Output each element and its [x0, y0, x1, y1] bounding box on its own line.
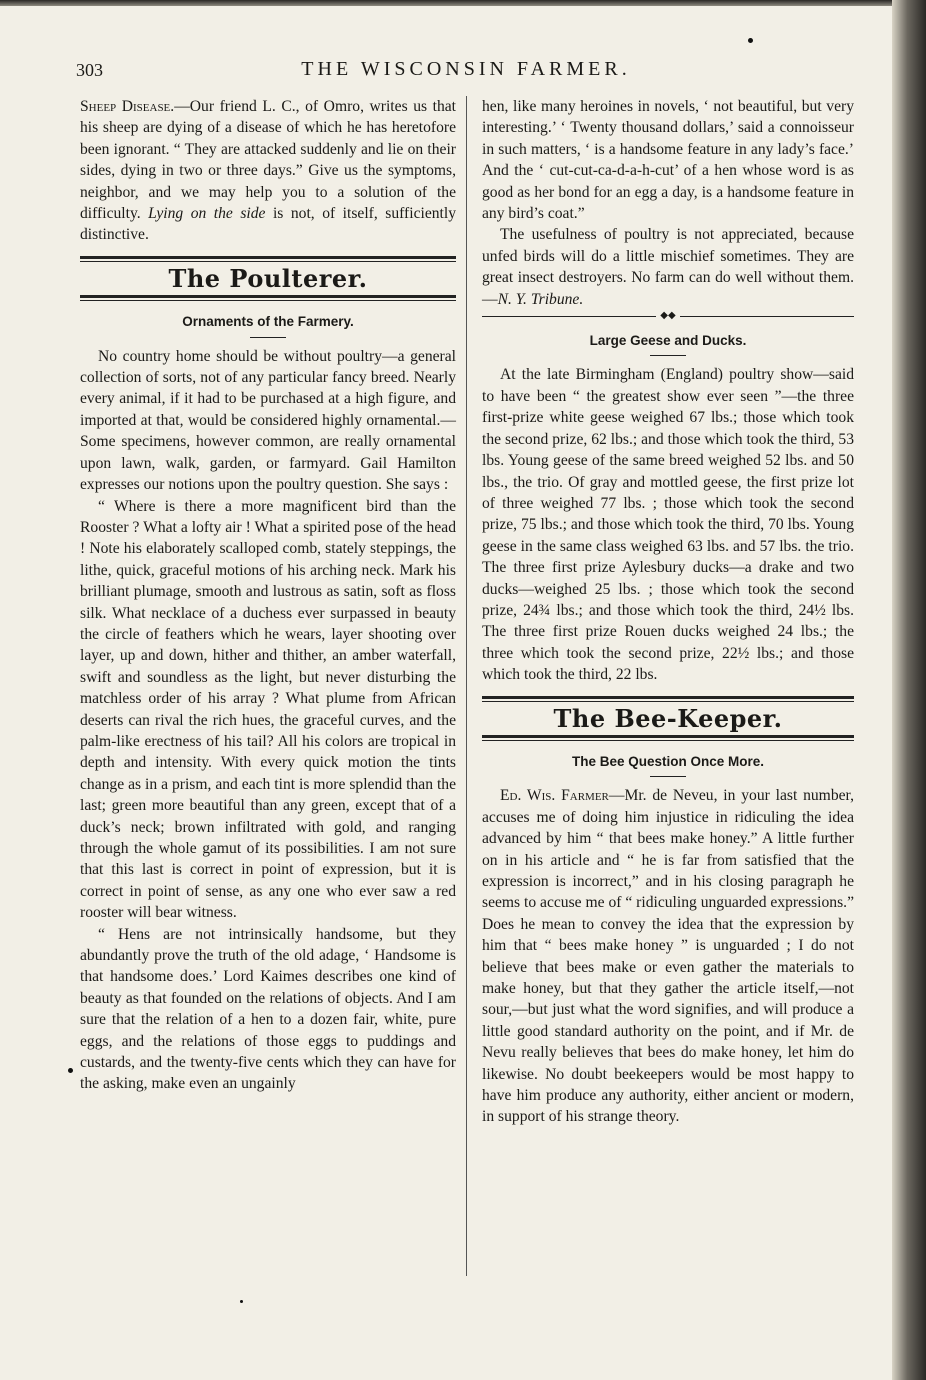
section-rule-top	[80, 256, 456, 262]
sheep-disease-text-a: —Our friend L. C., of Omro, writes us that his sheep are dying of a disease of which he has heretofore been ignorant. “ They are attacked suddenly and lie on their sides, dying in two or three days.” Give us the symptoms, neighbor, and we may help you to a solution of the difficulty.	[80, 98, 457, 223]
bee-question-lead: Ed. Wis. Farmer	[500, 787, 609, 805]
sheep-disease-lead: Sheep Disease.	[80, 98, 175, 115]
sheep-disease-paragraph	[80, 96, 456, 246]
bee-section-rule-top	[482, 696, 854, 702]
bee-keeper-section-heading: The Bee-Keeper.	[553, 703, 783, 733]
bee-question-paragraph	[482, 785, 854, 1128]
scan-top-edge	[0, 0, 892, 6]
right-column	[482, 96, 854, 1128]
bee-article-title: The Bee Question Once More.	[571, 753, 765, 769]
usefulness-text: The usefulness of poultry is not appreciated, because unfed birds will do a little mischief sometimes. They are great insect destroyers. No farm can do well without them.—	[482, 226, 854, 308]
poulterer-section-heading: The Poulterer.	[168, 263, 368, 293]
geese-article-title: Large Geese and Ducks.	[589, 333, 747, 349]
geese-title-rule	[650, 355, 686, 356]
usefulness-paragraph	[482, 224, 854, 310]
usefulness-source: N. Y. Tribune.	[497, 290, 584, 308]
bee-section-rule-bottom	[482, 735, 854, 741]
ornaments-paragraph-3: “ Hens are not intrinsically handsome, but they abundantly prove the truth of the old adage, ‘ Handsome is that handsome does.’ Lord Kaimes describes one kind of beauty as that founded on the relations of objects. And I am sure that the relation of a hen to a dozen fair, white, pure eggs, and the relations of those eggs to puddings and custards, and the twenty-five cents which they can have for the asking, make even an ungainly	[80, 925, 456, 1093]
column-divider	[466, 96, 467, 1276]
ornaments-paragraph-1: No country home should be without poultry—a general collection of sorts, not of any particular fancy breed. Nearly every animal, if it had to be purchased at a high figure, and imported at that, would be considered highly ornamental.—Some specimens, however common, are really ornamental upon lawn, walk, garden, or farmyard. Gail Hamilton expresses our notions upon the poultry question. She says :	[80, 347, 456, 494]
page-number: 303	[76, 60, 103, 80]
sheep-disease-emphasis: Lying on the side	[148, 205, 266, 223]
ornaments-article-title: Ornaments of the Farmery.	[182, 314, 354, 330]
ornament-diamonds: ◆◆	[656, 310, 679, 321]
bee-title-rule	[650, 776, 686, 777]
ink-speck-top	[748, 38, 753, 43]
left-column	[80, 96, 456, 1095]
ink-speck-margin	[68, 1068, 73, 1073]
title-short-rule	[250, 337, 286, 338]
book-binding-edge	[892, 0, 926, 1380]
geese-paragraph: At the late Birmingham (England) poultry show—said to have been “ the greatest show ever seen ”—the three first-prize white geese weighed 67 lbs.; those which took the second prize, 62 lbs.; and those which took the third, 53 lbs. Young geese of the same breed weighed 52 lbs. and 50 lbs., the trio. Of gray and mottled geese, the first prize lot of three weighed 77 lbs. ; those which took the second prize, 75 lbs.; and those which took the third, 70 lbs. Young geese in the same class weighed 63 lbs. and 57 lbs. the trio. The three first prize Aylesbury ducks—a drake and two ducks—weighed 25 lbs. ; those which took the second prize, 24¾ lbs.; and those which took the third, 24½ lbs. The three first prize Rouen ducks weighed 24 lbs.; the three which took the second prize, 22½ lbs.; and those which took the third, 22 lbs.	[482, 366, 854, 684]
ornaments-continued-paragraph: hen, like many heroines in novels, ‘ not beautiful, but very interesting.’ ‘ Twenty thousand dollars,’ said a connoisseur in such matters, ‘ is a handsome feature in any lady’s face.’ And the ‘ cut-cut-ca-d-a-h-cut’ of a hen whose word is as good as her bond for an egg a day, is a handsome feature in any bird’s coat.”	[482, 98, 854, 223]
running-title: THE WISCONSIN FARMER.	[301, 58, 631, 80]
ink-speck-bottom	[240, 1300, 243, 1303]
sheep-disease-text-b: is not, of itself, sufficiently distinctive.	[80, 205, 457, 244]
ornament-divider	[482, 312, 854, 320]
page-header	[76, 54, 856, 84]
bee-question-text: —Mr. de Neveu, in your last number, accuses me of doing him injustice in ridiculing the idea advanced by him “ that bees make honey.” A little further on in his article and “ he is far from satisfied that the expression is incorrect,” and in his closing paragraph he seems to accuse me of “ ridiculing unguarded expressions.” Does he mean to convey the idea that the expression by him that “ bees make honey ” is unguarded ; I do not believe that bees make or even gather the materials to make honey, but that they gather the article itself,—not sour,—but just what the word signifies, and will produce a little good standard authority on the point, and if Mr. de Nevu really believes that bees do make honey, let him do likewise. No doubt beekeepers would be most happy to have him produce any authority, either ancient or modern, in support of his strange theory.	[482, 787, 854, 1126]
section-rule-bottom	[80, 295, 456, 301]
ornaments-paragraph-2: “ Where is there a more magnificent bird than the Rooster ? What a lofty air ! What a spirited pose of the head ! Note his elaborately scalloped comb, stately steppings, the lithe, quick, graceful motions of his arching neck. Mark his brilliant plumage, smooth and lustrous as satin, soft as floss silk. What necklace of a duchess ever surpassed in beauty the circle of feathers which he wears, layer shooting over layer, up and down, hither and thither, an amber waterfall, swift and soundless as the light, but never disturbing the matchless order of his array ? What plume from African deserts can rival the rich hues, the graceful curves, and the palm-like erectness of his tail? All his colors are tropical in depth and intensity. With every quick motion the tints change as in a prism, and each tint is more splendid than the last; green more beautiful than any green, except that of a duck’s neck; brown infiltrated with gold, and ranging through the whole gamut of its possibilities. I am not sure that this last is correct in point of expression, but it is correct in point of sense, as any one who ever saw a red rooster will bear witness.	[80, 497, 456, 922]
